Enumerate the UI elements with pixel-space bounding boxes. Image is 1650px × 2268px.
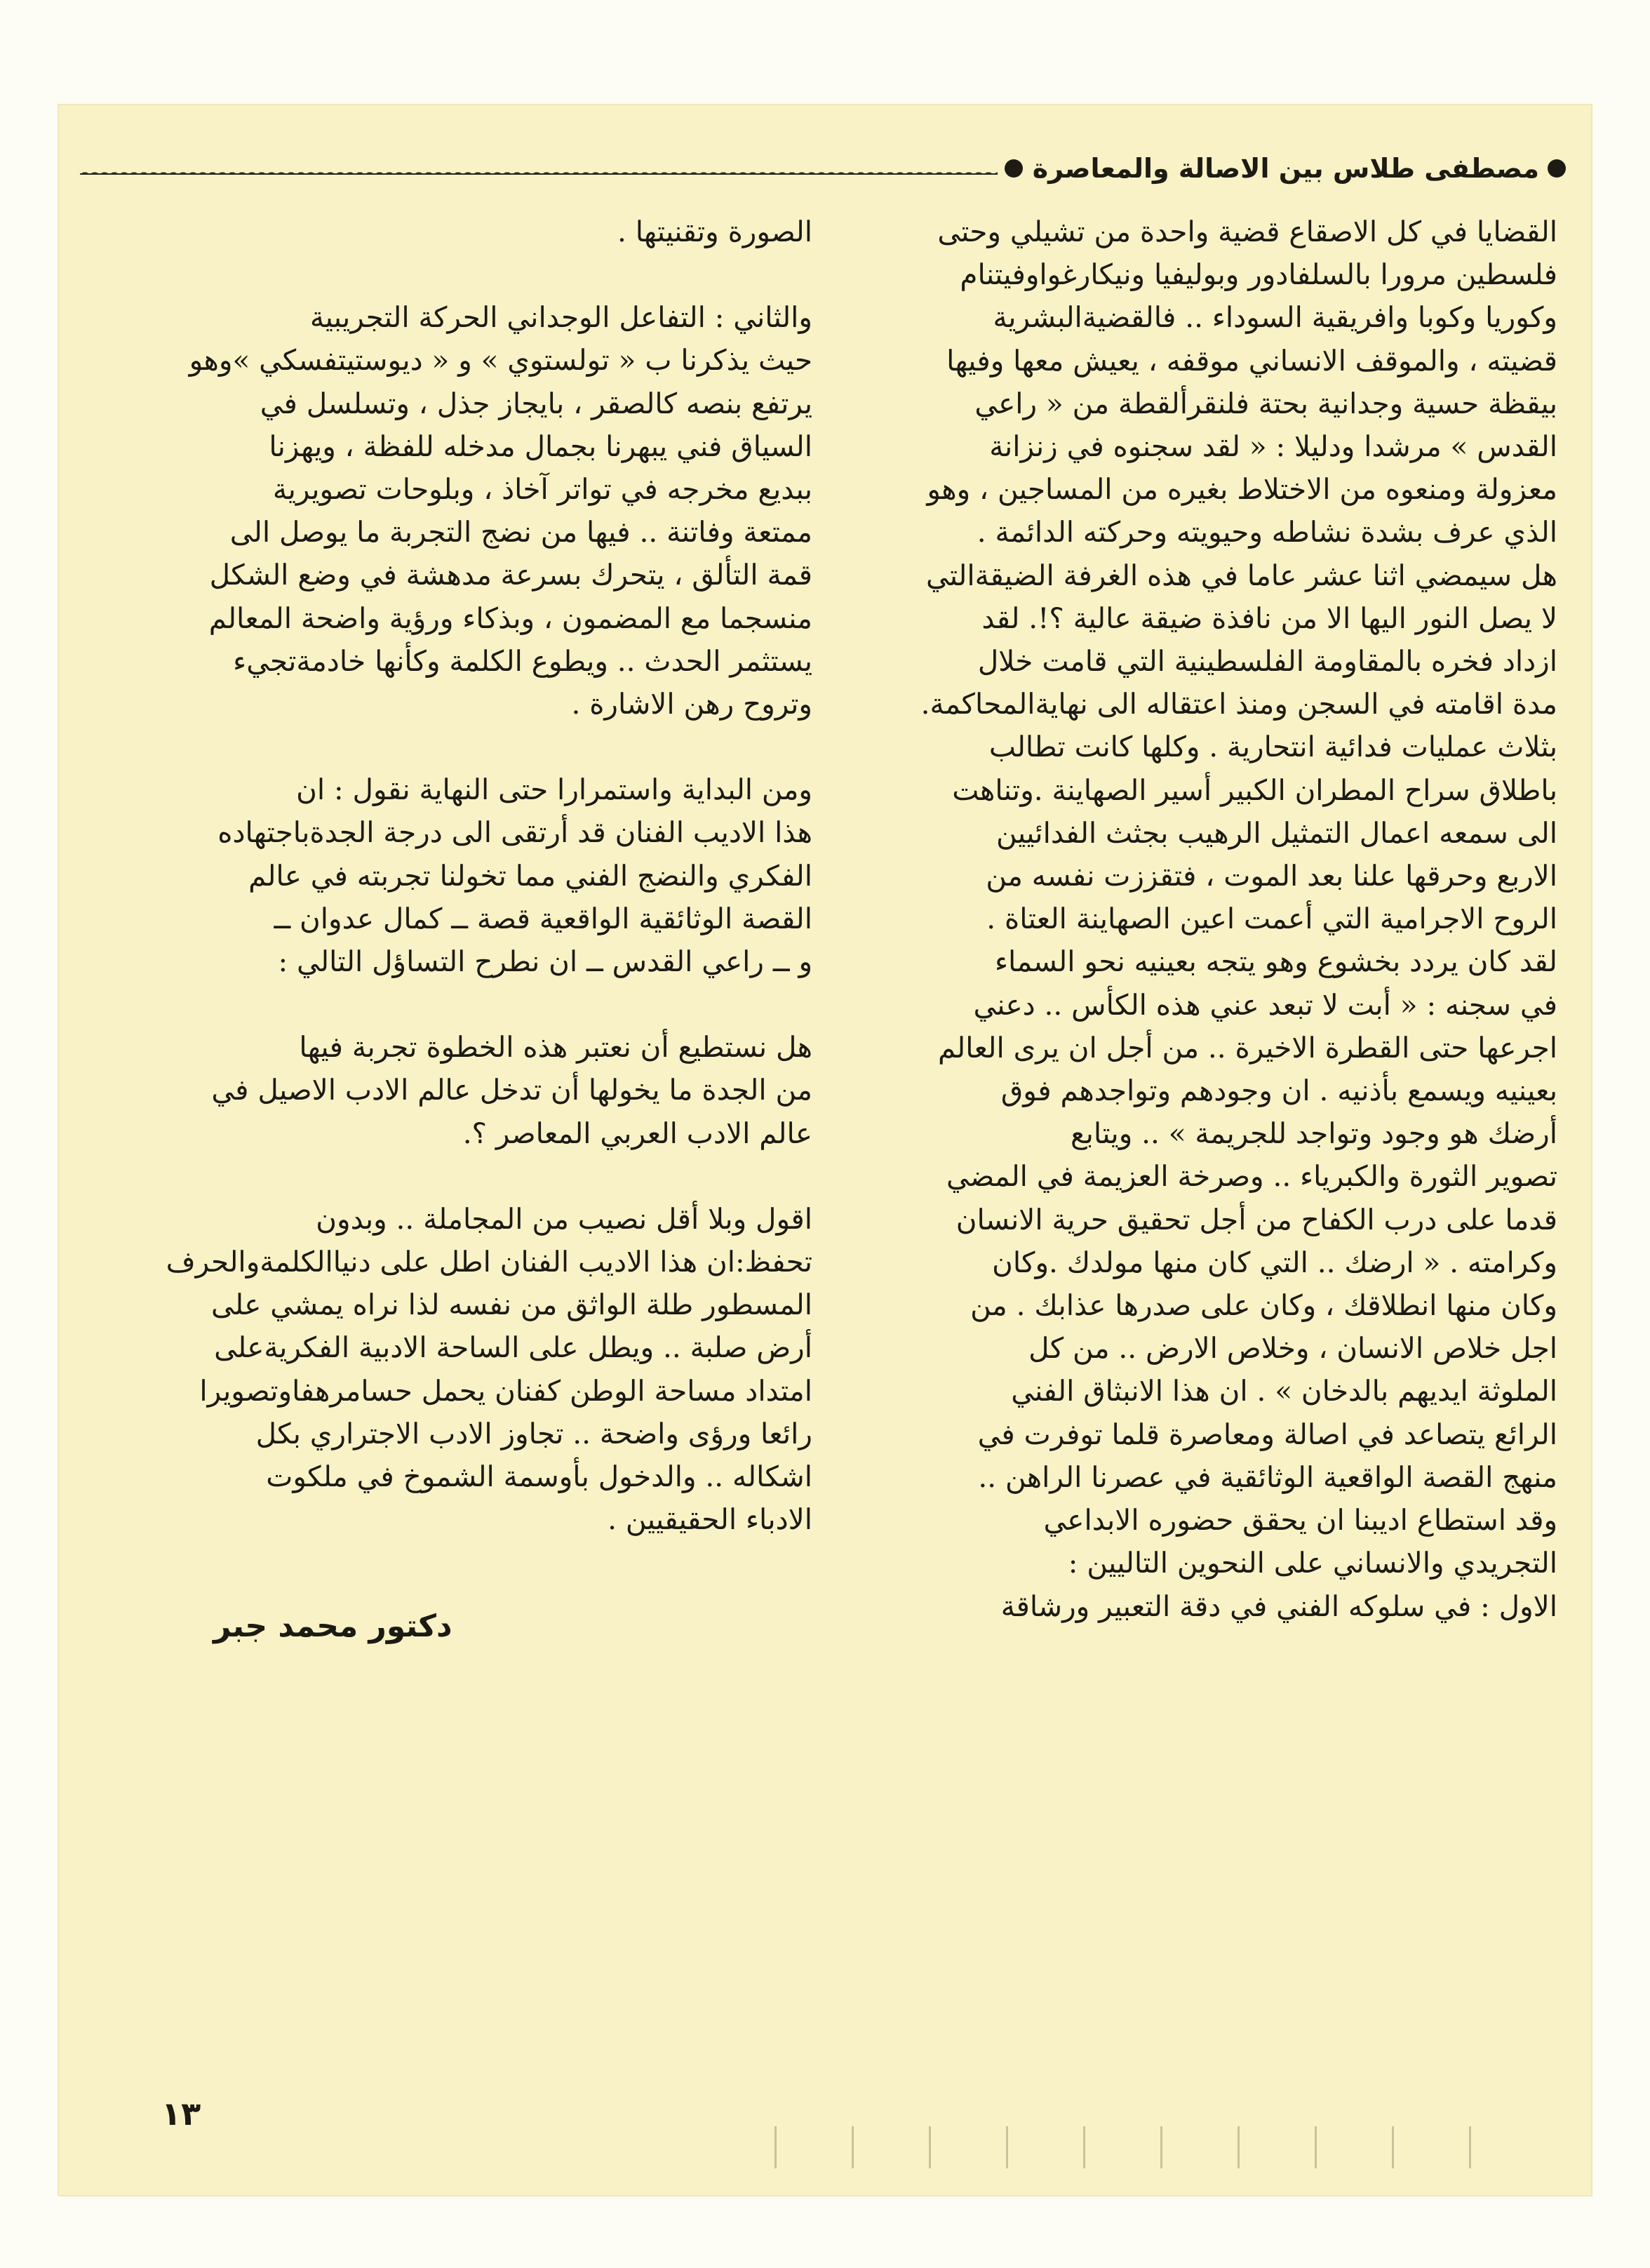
text-line: هل سيمضي اثنا عشر عاما في هذه الغرفة الضيقةالتي [926,558,1557,592]
text-line: ومن البداية واستمرارا حتى النهاية نقول : ان [296,773,812,807]
paragraph-gap [118,726,812,768]
paragraph-gap [118,983,812,1026]
text-line: قمة التألق ، يتحرك بسرعة مدهشة في وضع الشكل [209,558,812,592]
text-line: وتروح رهن الاشارة . [571,687,812,721]
magazine-page [59,105,1591,2195]
decorative-rule [80,162,998,175]
text-line: معزولة ومنعوه من الاختلاط بغيره من المساجين ، وهو [927,472,1557,507]
text-line: اقول وبلا أقل نصيب من المجاملة .. وبدون [316,1201,812,1236]
text-line: في سجنه : « أبت لا تبعد عني هذه الكأس .. دعني [973,987,1557,1022]
text-line: منسجما مع المضمون ، وبذكاء ورؤية واضحة المعالم [208,601,812,635]
text-line: الروح الاجرامية التي أعمت اعين الصهاينة العتاة . [986,902,1557,936]
text-line: الرائع يتصاعد في اصالة ومعاصرة قلما توفرت في [977,1417,1557,1451]
text-line: القدس » مرشدا ودليلا : « لقد سجنوه في زنزانة [989,429,1557,464]
text-line: التجريدي والانساني على النحوين التاليين : [1068,1546,1557,1580]
text-line: القصة الوثائقية الواقعية قصة ــ كمال عدوان ــ [274,901,812,935]
text-line: اشكاله .. والدخول بأوسمة الشموخ في ملكوت [266,1460,812,1494]
text-line: هل نستطيع أن نعتبر هذه الخطوة تجربة فيها [299,1030,812,1065]
text-line: وكرامته . « ارضك .. التي كان منها مولدك .وكان [992,1245,1557,1279]
running-header [80,140,1566,196]
text-line: و ــ راعي القدس ــ ان نطرح التساؤل التالي : [278,945,812,979]
text-line: تحفظ:ان هذا الاديب الفنان اطل على دنياالكلمةوالحرف [166,1245,812,1279]
header-title: مصطفى طلاس بين الاصالة والمعاصرة [1032,153,1539,184]
text-line: الفكري والنضج الفني مما تخولنا تجربته في عالم [248,858,812,893]
text-line: يرتفع بنصه كالصقر ، بايجاز جذل ، وتسلسل في [260,386,812,420]
text-line: الذي عرف بشدة نشاطه وحيويته وحركته الدائمة . [977,515,1557,549]
text-line: بعينيه ويسمع بأذنيه . ان وجودهم وتواجدهم فوق [1000,1074,1557,1108]
text-line: حيث يذكرنا ب « تولستوي » و « ديوستيتفسكي »وهو [189,343,812,378]
paragraph-gap [118,253,812,296]
text-line: من الجدة ما يخولها أن تدخل عالم الادب الاصيل في [211,1073,812,1107]
text-line: الملوثة ايديهم بالدخان » . ان هذا الانبثاق الفني [1011,1374,1557,1408]
text-line: بيقظة حسية وجدانية بحتة فلنقرألقطة من « راعي [974,386,1557,420]
text-line: وكوريا وكوبا وافريقية السوداء .. فالقضيةالبشرية [993,300,1557,335]
text-line: بثلاث عمليات فدائية انتحارية . وكلها كانت تطالب [988,730,1557,764]
text-line: لقد كان يردد بخشوع وهو يتجه بعينيه نحو السماء [995,945,1557,979]
text-line: قضيته ، والموقف الانساني موقفه ، يعيش معها وفيها [946,343,1557,378]
text-line: امتداد مساحة الوطن كفنان يحمل حسامرهفاوتصويرا [199,1373,812,1408]
text-line: لا يصل النور اليها الا من نافذة ضيقة عالية ؟!. لقد [981,601,1557,635]
author-signature: دكتور محمد جبر [213,1608,452,1644]
text-line: منهج القصة الواقعية الوثائقية في عصرنا الراهن .. [978,1460,1557,1494]
text-line: ممتعة وفاتنة .. فيها من نضج التجربة ما يوصل الى [229,515,812,549]
text-line: وكان منها انطلاقك ، وكان على صدرها عذابك . من [970,1288,1557,1323]
text-line: السياق فني يبهرنا بجمال مدخله للفظة ، ويهزنا [269,429,812,463]
paragraph-gap [118,1155,812,1198]
text-line: الى سمعه اعمال التمثيل الرهيب بجثث الفدائيين [996,815,1557,850]
text-line: رائعا ورؤى واضحة .. تجاوز الادب الاجتراري بكل [255,1416,812,1450]
text-line: وقد استطاع اديبنا ان يحقق حضوره الابداعي [1043,1503,1557,1537]
text-line: قدما على درب الكفاح من أجل تحقيق حرية الانسان [955,1202,1557,1236]
text-line: والثاني : التفاعل الوجداني الحركة التجريبية [309,300,812,335]
page-number: ١٣ [161,2095,201,2133]
right-column [898,211,1557,1628]
bullet-icon [1548,159,1566,178]
bullet-icon [1005,159,1023,178]
left-column [118,211,812,1541]
text-line: المسطور طلة الواثق من نفسه لذا نراه يمشي على [211,1288,812,1322]
text-line: تصوير الثورة والكبرياء .. وصرخة العزيمة في المضي [946,1159,1557,1194]
text-line: أرض صلبة .. ويطل على الساحة الادبية الفكريةعلى [214,1330,812,1365]
text-line: الصورة وتقنيتها . [617,215,812,248]
text-line: هذا الاديب الفنان قد أرتقى الى درجة الجدةباجتهاده [217,815,812,850]
text-line: الاربع وحرقها علنا بعد الموت ، فتقززت نفسه من [986,859,1557,893]
text-line: اجرعها حتى القطرة الاخيرة .. من أجل ان يرى العالم [937,1030,1557,1065]
text-line: الاول : في سلوكه الفني في دقة التعبير ورشاقة [1000,1589,1557,1623]
text-line: اجل خلاص الانسان ، وخلاص الارض .. من كل [1028,1331,1557,1366]
scan-noise [746,2126,1546,2168]
text-line: عالم الادب العربي المعاصر ؟. [462,1116,812,1150]
text-line: ببديع مخرجه في تواتر آخاذ ، وبلوحات تصويرية [272,472,812,507]
text-line: الادباء الحقيقيين . [608,1502,812,1537]
text-line: ازداد فخره بالمقاومة الفلسطينية التي قامت خلال [977,644,1557,679]
text-line: يستثمر الحدث .. ويطوع الكلمة وكأنها خادمةتجيء [233,643,812,678]
text-line: باطلاق سراح المطران الكبير أسير الصهاينة .وتناهت [952,773,1557,807]
text-line: أرضك هو وجود وتواجد للجريمة » .. ويتابع [1071,1116,1557,1151]
text-line: مدة اقامته في السجن ومنذ اعتقاله الى نهايةالمحاكمة. [920,687,1557,721]
text-line: القضايا في كل الاصقاع قضية واحدة من تشيلي وحتى [937,215,1557,248]
text-line: فلسطين مرورا بالسلفادور وبوليفيا ونيكارغواوفيتنام [960,258,1557,292]
